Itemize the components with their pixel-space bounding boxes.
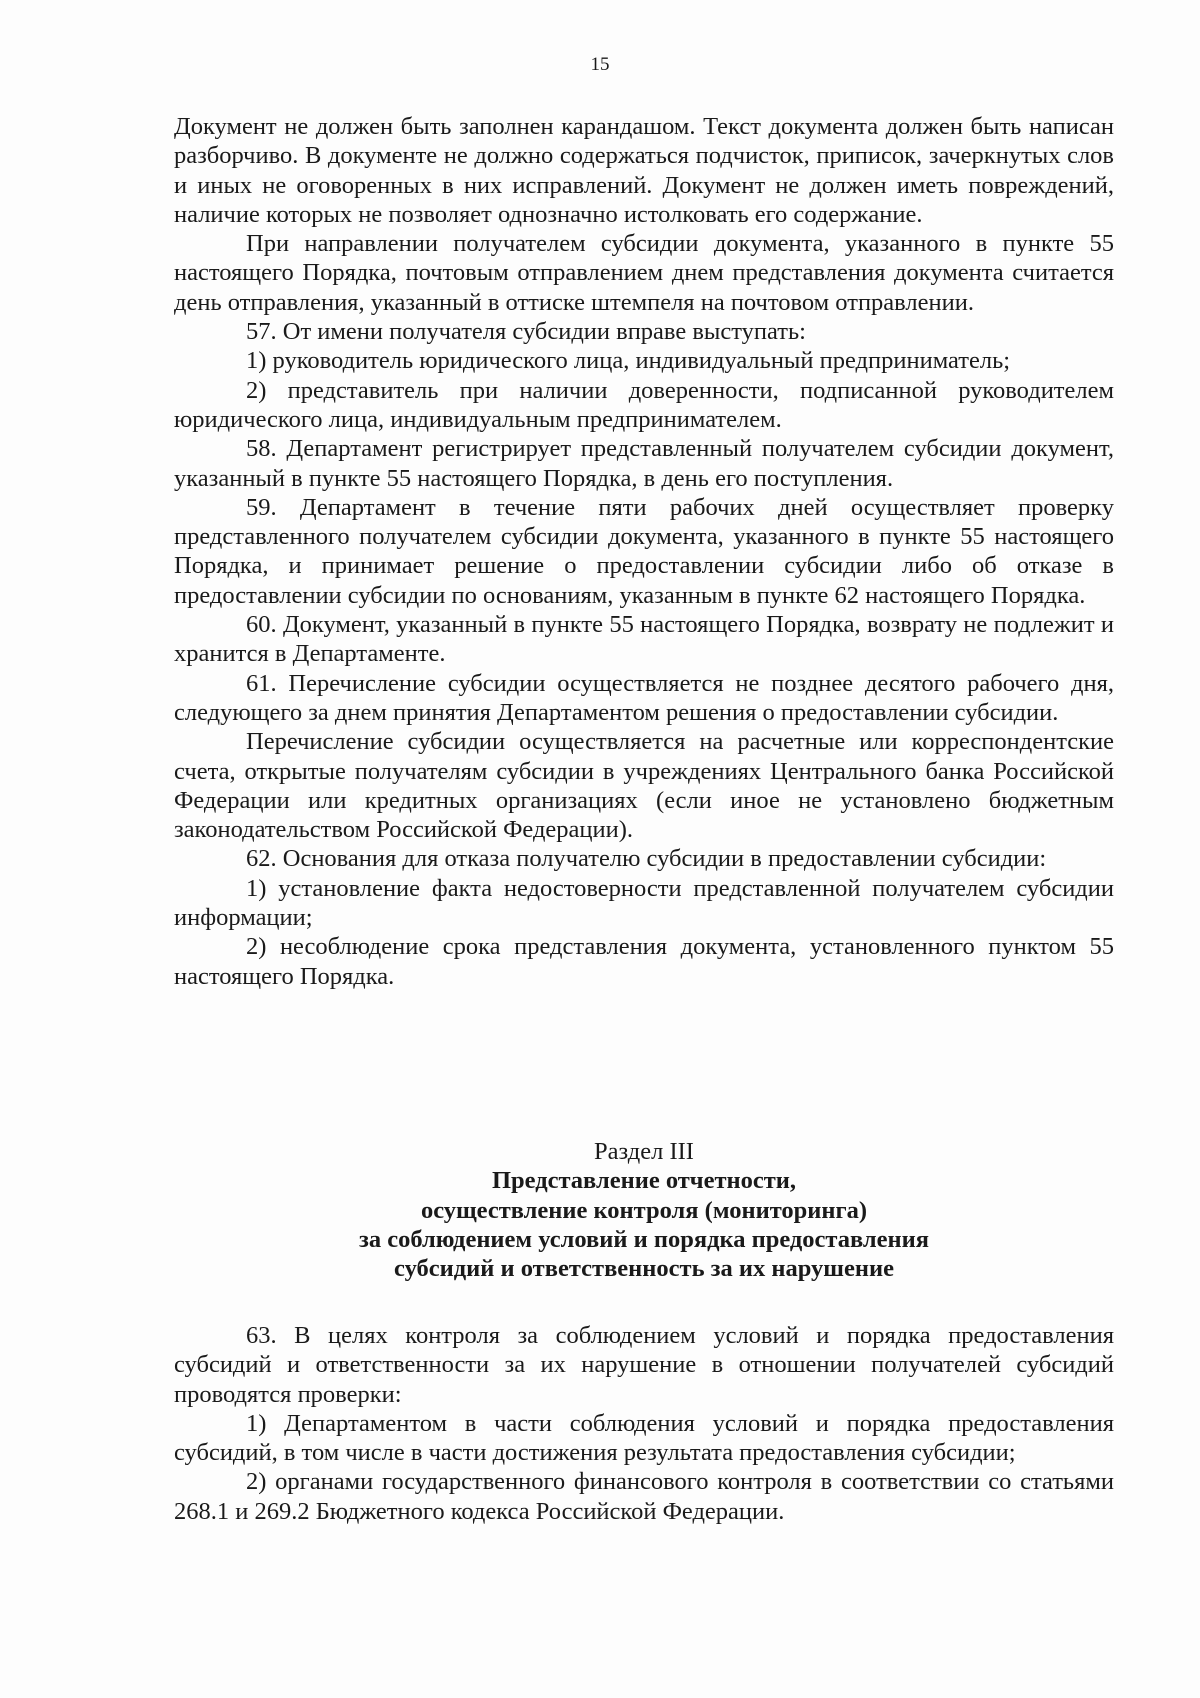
section-title-line: Представление отчетности, (491, 1167, 797, 1195)
paragraph-62-item-1: 1) установление факта недостоверности представленной получателем субсидии информации; (174, 874, 1114, 932)
page-number: 15 (590, 54, 610, 75)
paragraph-58: 58. Департамент регистрирует представленный получателем субсидии документ, указанный в пункте 55 настоящего Порядка, в день его поступления. (174, 435, 1114, 492)
paragraph-61-accounts: Перечисление субсидии осуществляется на расчетные или корреспондентские счета, открытые получателям субсидии в учреждениях Центрального банка Российской Федерации или кредитных организациях (если иное не установлено бюджетным законодательством Российской Федерации). (174, 728, 1114, 844)
paragraph-63-item-2: 2) органами государственного финансового контроля в соответствии со статьями 268.1 и 269.2 Бюджетного кодекса Российской Федерации. (174, 1468, 1114, 1525)
section-heading (174, 1137, 1114, 1283)
paragraph-59: 59. Департамент в течение пяти рабочих дней осуществляет проверку представленного получателем субсидии документа, указанного в пункте 55 настоящего Порядка, и принимает решение о предоставлении субсидии либо об отказе в предоставлении субсидии по основаниям, указанным в пункте 62 настоящего Порядка. (174, 493, 1114, 609)
body-text-bottom (174, 1321, 1114, 1526)
body-text-top (174, 112, 1114, 991)
paragraph-63: 63. В целях контроля за соблюдением условий и порядка предоставления субсидий и ответственности за их нарушение в отношении получателей субсидий проводятся проверки: (174, 1322, 1114, 1408)
paragraph-62: 62. Основания для отказа получателю субсидии в предоставлении субсидии: (246, 845, 1047, 873)
section-title-line: осуществление контроля (мониторинга) (420, 1196, 868, 1224)
section-label: Раздел III (594, 1138, 694, 1165)
paragraph-63-item-1: 1) Департаментом в части соблюдения условий и порядка предоставления субсидий, в том числе в части достижения результата предоставления субсидии; (174, 1409, 1114, 1467)
paragraph-60: 60. Документ, указанный в пункте 55 настоящего Порядка, возврату не подлежит и хранится в Департаменте. (174, 611, 1114, 668)
paragraph-57-item-2: 2) представитель при наличии доверенности, подписанной руководителем юридического лица, индивидуальным предпринимателем. (174, 376, 1114, 433)
paragraph-57-item-1: 1) руководитель юридического лица, индивидуальный предприниматель; (246, 347, 1011, 375)
paragraph-document-requirements: Документ не должен быть заполнен карандашом. Текст документа должен быть написан разборчиво. В документе не должно содержаться подчисток, приписок, зачеркнутых слов и иных не оговоренных в них исправлений. Документ не должен иметь повреждений, наличие которых не позволяет однозначно истолковать его содержание. (174, 113, 1114, 228)
paragraph-61: 61. Перечисление субсидии осуществляется не позднее десятого рабочего дня, следующего за днем принятия Департаментом решения о предоставлении субсидии. (174, 669, 1114, 726)
section-title-line: за соблюдением условий и порядка предоставления (359, 1225, 929, 1253)
paragraph-62-item-2: 2) несоблюдение срока представления документа, установленного пунктом 55 настоящего Порядка. (174, 933, 1114, 990)
paragraph-57: 57. От имени получателя субсидии вправе выступать: (246, 318, 806, 346)
paragraph-postal-submission: При направлении получателем субсидии документа, указанного в пункте 55 настоящего Порядка, почтовым отправлением днем представления документа считается день отправления, указанный в оттиске штемпеля на почтовом отправлении. (174, 230, 1114, 316)
section-title-line: субсидий и ответственность за их нарушение (394, 1255, 894, 1283)
